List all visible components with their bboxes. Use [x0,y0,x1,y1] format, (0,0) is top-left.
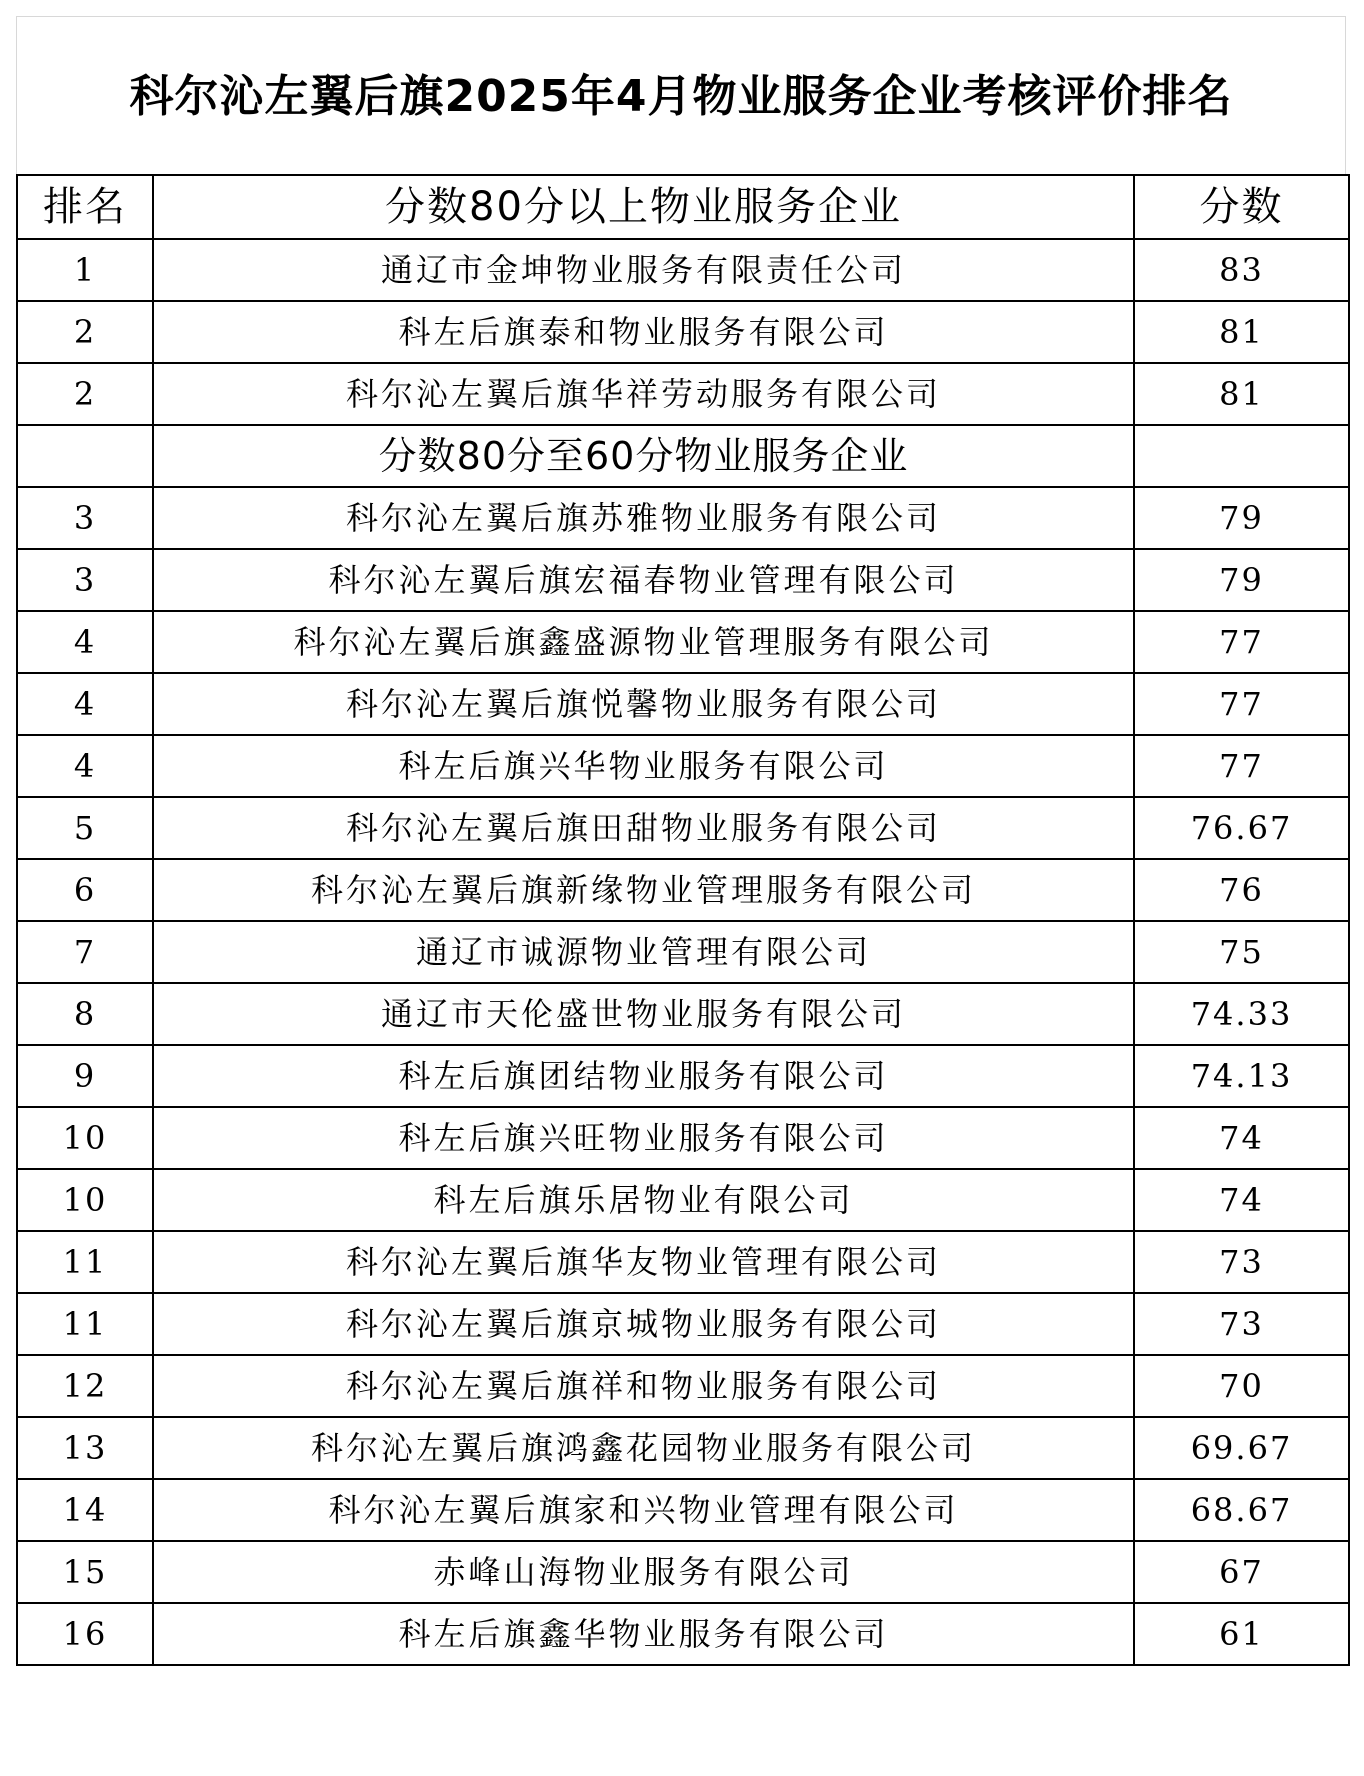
score-cell: 81 [1134,301,1349,363]
company-cell: 科左后旗兴旺物业服务有限公司 [153,1107,1134,1169]
company-cell: 科尔沁左翼后旗华友物业管理有限公司 [153,1231,1134,1293]
score-cell: 73 [1134,1293,1349,1355]
score-cell: 83 [1134,239,1349,301]
score-cell: 79 [1134,487,1349,549]
company-cell: 科尔沁左翼后旗苏雅物业服务有限公司 [153,487,1134,549]
score-cell: 73 [1134,1231,1349,1293]
score-cell: 75 [1134,921,1349,983]
score-cell: 74.13 [1134,1045,1349,1107]
table-row [17,859,1349,921]
table-row [17,1231,1349,1293]
company-cell: 通辽市天伦盛世物业服务有限公司 [153,983,1134,1045]
ranking-sheet [16,16,1348,1761]
table-row [17,301,1349,363]
header-row [17,175,1349,239]
table-row [17,611,1349,673]
score-cell: 69.67 [1134,1417,1349,1479]
table-row [17,1293,1349,1355]
table-row [17,735,1349,797]
table-row [17,983,1349,1045]
section-header-row [17,425,1349,487]
table-row [17,1479,1349,1541]
table-row [17,1107,1349,1169]
rank-cell: 1 [17,239,153,301]
rank-cell: 11 [17,1293,153,1355]
table-row [17,673,1349,735]
table-row [17,549,1349,611]
table-row [17,1541,1349,1603]
company-cell: 科左后旗鑫华物业服务有限公司 [153,1603,1134,1665]
score-cell: 81 [1134,363,1349,425]
company-cell: 科尔沁左翼后旗鑫盛源物业管理服务有限公司 [153,611,1134,673]
rank-cell: 7 [17,921,153,983]
company-cell: 科左后旗兴华物业服务有限公司 [153,735,1134,797]
company-cell: 科左后旗乐居物业有限公司 [153,1169,1134,1231]
score-cell: 74.33 [1134,983,1349,1045]
section-empty-cell [17,425,153,487]
score-cell: 77 [1134,673,1349,735]
table-row [17,487,1349,549]
company-cell: 赤峰山海物业服务有限公司 [153,1541,1134,1603]
section-label: 分数80分至60分物业服务企业 [153,425,1134,487]
score-cell: 74 [1134,1169,1349,1231]
company-cell: 通辽市金坤物业服务有限责任公司 [153,239,1134,301]
ranking-table [16,174,1350,1666]
header-rank: 排名 [17,175,153,239]
rank-cell: 5 [17,797,153,859]
company-cell: 科尔沁左翼后旗家和兴物业管理有限公司 [153,1479,1134,1541]
company-cell: 科尔沁左翼后旗悦馨物业服务有限公司 [153,673,1134,735]
company-cell: 科左后旗团结物业服务有限公司 [153,1045,1134,1107]
score-cell: 76.67 [1134,797,1349,859]
company-cell: 科尔沁左翼后旗华祥劳动服务有限公司 [153,363,1134,425]
score-cell: 68.67 [1134,1479,1349,1541]
table-row [17,363,1349,425]
rank-cell: 3 [17,549,153,611]
score-cell: 61 [1134,1603,1349,1665]
rank-cell: 4 [17,735,153,797]
score-cell: 67 [1134,1541,1349,1603]
table-row [17,1417,1349,1479]
title-box [16,16,1346,174]
rank-cell: 10 [17,1107,153,1169]
table-row [17,797,1349,859]
company-cell: 科尔沁左翼后旗宏福春物业管理有限公司 [153,549,1134,611]
table-row [17,1603,1349,1665]
rank-cell: 4 [17,673,153,735]
company-cell: 科尔沁左翼后旗祥和物业服务有限公司 [153,1355,1134,1417]
header-company: 分数80分以上物业服务企业 [153,175,1134,239]
score-cell: 77 [1134,611,1349,673]
rank-cell: 9 [17,1045,153,1107]
score-cell: 74 [1134,1107,1349,1169]
score-cell: 70 [1134,1355,1349,1417]
rank-cell: 12 [17,1355,153,1417]
rank-cell: 6 [17,859,153,921]
rank-cell: 16 [17,1603,153,1665]
rank-cell: 11 [17,1231,153,1293]
company-cell: 科尔沁左翼后旗田甜物业服务有限公司 [153,797,1134,859]
rank-cell: 14 [17,1479,153,1541]
score-cell: 79 [1134,549,1349,611]
rank-cell: 2 [17,363,153,425]
rank-cell: 8 [17,983,153,1045]
rank-cell: 13 [17,1417,153,1479]
table-row [17,239,1349,301]
company-cell: 科尔沁左翼后旗新缘物业管理服务有限公司 [153,859,1134,921]
score-cell: 76 [1134,859,1349,921]
company-cell: 通辽市诚源物业管理有限公司 [153,921,1134,983]
rank-cell: 10 [17,1169,153,1231]
header-score: 分数 [1134,175,1349,239]
table-row [17,1169,1349,1231]
section-empty-cell [1134,425,1349,487]
table-row [17,1045,1349,1107]
company-cell: 科尔沁左翼后旗京城物业服务有限公司 [153,1293,1134,1355]
company-cell: 科尔沁左翼后旗鸿鑫花园物业服务有限公司 [153,1417,1134,1479]
score-cell: 77 [1134,735,1349,797]
rank-cell: 4 [17,611,153,673]
ranking-table-body [17,175,1349,1665]
rank-cell: 3 [17,487,153,549]
table-row [17,921,1349,983]
rank-cell: 2 [17,301,153,363]
table-row [17,1355,1349,1417]
page-title: 科尔沁左翼后旗2025年4月物业服务企业考核评价排名 [129,71,1233,122]
rank-cell: 15 [17,1541,153,1603]
company-cell: 科左后旗泰和物业服务有限公司 [153,301,1134,363]
